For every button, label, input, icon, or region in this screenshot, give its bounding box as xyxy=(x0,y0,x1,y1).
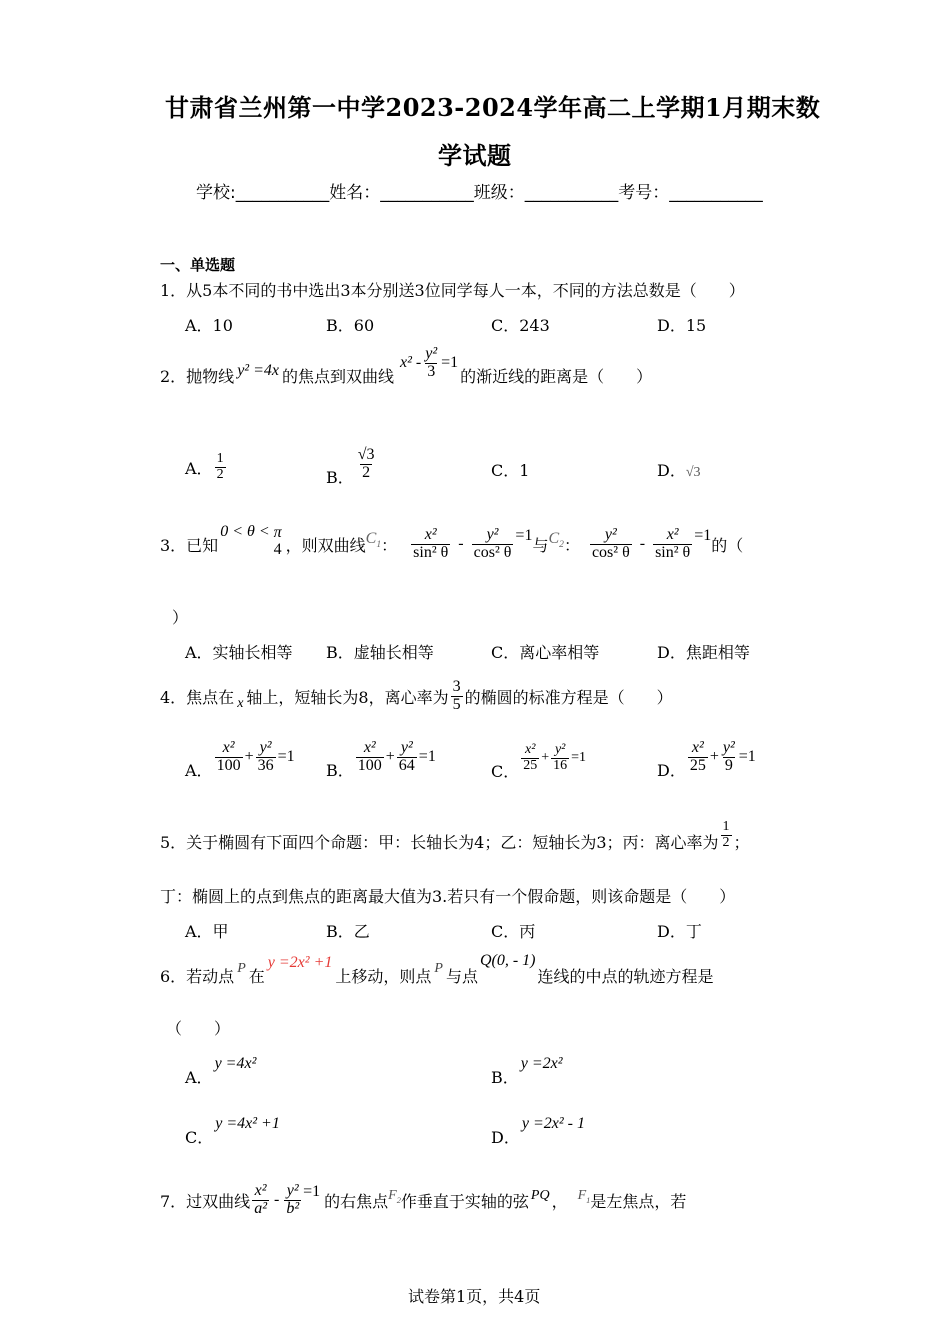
q6-c-eq: y =4x² +1 xyxy=(215,1115,280,1132)
q3-g2-num: x² xyxy=(666,525,679,543)
q5-e-den: 2 xyxy=(722,834,730,850)
q3-c1 xyxy=(366,530,381,550)
q6-prefix: 6．若动点 xyxy=(160,966,235,986)
q4-option-d xyxy=(657,734,756,780)
q3-g1-den: cos² θ xyxy=(591,543,630,561)
q4-c-frac2 xyxy=(551,743,569,773)
q4-d-rhs: =1 xyxy=(738,748,756,765)
q5-option-b: B．乙 xyxy=(326,922,370,941)
q4-b-n1: x² xyxy=(363,738,376,756)
q5-eccentricity xyxy=(721,820,732,850)
title-line-1: 甘肃省兰州第一中学2023-2024学年高二上学期1月期末数 xyxy=(165,93,821,122)
q2-a-num: 1 xyxy=(216,450,224,466)
q6-mid: 上移动，则点 xyxy=(335,966,432,986)
q7-f1-sub: 1 xyxy=(586,1195,591,1205)
q4-d-frac2 xyxy=(721,740,737,775)
q4-d-n1: x² xyxy=(691,738,704,756)
q6-curve: y =2x² +1 xyxy=(267,954,333,971)
q4-suffix: 的椭圆的标准方程是（ ） xyxy=(464,687,673,707)
q7-a-num: x² xyxy=(254,1181,267,1199)
q4-b-frac1 xyxy=(356,740,384,775)
q5-semicolon: ； xyxy=(733,832,750,852)
q3-c2-letter: C xyxy=(548,529,560,547)
q3-minus-1: - xyxy=(458,535,464,552)
q3-close-paren: ） xyxy=(172,608,189,627)
q2-option-b-fraction xyxy=(356,447,377,482)
q4-b-label: B． xyxy=(326,760,354,780)
q4-e-den: 5 xyxy=(452,695,461,713)
q7-chord-pq: PQ xyxy=(530,1188,550,1203)
q6-b-eq: y =2x² xyxy=(520,1055,563,1072)
q3-prefix: 3．已知 xyxy=(160,535,219,555)
question-6 xyxy=(160,950,714,1000)
q3-colon-2: ： xyxy=(563,535,580,555)
question-2 xyxy=(160,344,653,402)
title-line-2: 学试题 xyxy=(438,141,512,170)
q3-eq-2: =1 xyxy=(694,527,712,544)
q3-eq-1: =1 xyxy=(515,527,533,544)
q7-b-num: y² xyxy=(286,1181,299,1199)
q4-b-plus: + xyxy=(385,748,395,765)
q4-c-n1: x² xyxy=(525,741,536,757)
q3-g1-num: y² xyxy=(604,525,617,543)
q4-b-rhs: =1 xyxy=(418,748,436,765)
q3-colon-1: ： xyxy=(381,535,398,555)
q7-f2-letter: F xyxy=(388,1187,397,1203)
q6-on: 在 xyxy=(248,966,265,986)
q6-b-label: B． xyxy=(491,1068,519,1087)
q3-cond-num: π xyxy=(273,524,282,542)
q2-option-b-label: B． xyxy=(326,467,354,487)
q2-hyp-num: y² xyxy=(425,344,438,362)
q7-a-den: a² xyxy=(254,1199,267,1217)
q6-option-a xyxy=(185,1050,256,1090)
q2-option-d-label: D． xyxy=(657,461,686,480)
q2-option-b xyxy=(326,434,379,494)
q6-d-eq: y =2x² - 1 xyxy=(521,1115,585,1132)
q4-a-n2: y² xyxy=(259,738,272,756)
q4-b-n2: y² xyxy=(400,738,413,756)
q3-g1 xyxy=(590,527,632,562)
q3-and: 与 xyxy=(532,535,549,555)
q3-c1-letter: C xyxy=(365,529,377,547)
q4-a-plus: + xyxy=(244,748,254,765)
q4-b-d2: 64 xyxy=(398,756,415,774)
q7-comma: ， xyxy=(551,1191,568,1211)
q3-g2 xyxy=(653,527,692,562)
q2-parabola: y² =4x xyxy=(237,362,279,379)
q3-f1-den: sin² θ xyxy=(413,543,449,561)
question-4 xyxy=(160,672,673,720)
q4-c-plus: + xyxy=(541,750,550,765)
q5-option-d: D．丁 xyxy=(657,922,702,941)
q7-frac-b xyxy=(284,1183,301,1218)
q4-d-d2: 9 xyxy=(724,756,733,774)
q7-rhs: =1 xyxy=(303,1183,321,1200)
q7-mid: 的右焦点 xyxy=(324,1191,389,1211)
q3-option-d: D．焦距相等 xyxy=(657,643,750,662)
q3-condition-fraction xyxy=(272,525,284,559)
q3-option-a: A．实轴长相等 xyxy=(185,643,293,662)
q4-e-num: 3 xyxy=(452,677,461,695)
q3-suffix: 的（ xyxy=(711,535,744,555)
question-5-line-1 xyxy=(160,818,750,864)
q4-d-label: D． xyxy=(657,760,686,780)
q7-f1-letter: F xyxy=(577,1187,587,1203)
q4-axis: x xyxy=(237,696,244,711)
q6-option-d xyxy=(491,1110,585,1150)
q3-f1 xyxy=(411,527,450,562)
q7-prefix: 7．过双曲线 xyxy=(160,1191,251,1211)
q3-option-c: C．离心率相等 xyxy=(491,643,600,662)
q6-option-c xyxy=(185,1110,280,1150)
q6-a-eq: y =4x² xyxy=(214,1055,257,1072)
q4-mid: 轴上，短轴长为8，离心率为 xyxy=(246,687,449,707)
q2-hyp-den: 3 xyxy=(427,362,436,380)
q2-prefix: 2．抛物线 xyxy=(160,366,235,386)
student-info-line: 学校:___________姓名：___________班级：___________考号：___________ xyxy=(196,183,763,203)
q4-a-d1: 100 xyxy=(216,756,241,774)
q4-a-d2: 36 xyxy=(257,756,274,774)
q7-mid2: 作垂直于实轴的弦 xyxy=(400,1191,529,1211)
q1-option-c: C．243 xyxy=(491,316,550,335)
q4-option-b xyxy=(326,734,436,780)
q2-option-a xyxy=(185,444,228,490)
question-7 xyxy=(160,1172,686,1228)
q1-option-d: D．15 xyxy=(657,316,707,335)
q4-a-n1: x² xyxy=(222,738,235,756)
q6-point-p: P xyxy=(237,961,246,976)
q3-f2 xyxy=(472,527,514,562)
q4-a-frac1 xyxy=(215,740,243,775)
q5-option-a: A．甲 xyxy=(185,922,229,941)
q2-b-den: 2 xyxy=(362,463,371,481)
q3-mid: ，则双曲线 xyxy=(285,535,366,555)
q4-a-label: A． xyxy=(185,760,213,780)
q5-option-c: C．丙 xyxy=(491,922,536,941)
q4-c-label: C． xyxy=(491,761,520,781)
q4-c-d1: 25 xyxy=(523,757,538,773)
q4-prefix: 4．焦点在 xyxy=(160,687,235,707)
q3-g2-den: sin² θ xyxy=(655,543,691,561)
q7-suffix: 是左焦点，若 xyxy=(590,1191,687,1211)
q6-point-q: Q(0, - 1) xyxy=(479,952,536,969)
q4-option-a xyxy=(185,734,295,780)
q2-suffix: 的渐近线的距离是（ ） xyxy=(460,366,653,386)
q4-a-rhs: =1 xyxy=(277,748,295,765)
q2-hyperbola-x: x² - xyxy=(400,354,422,371)
q3-cond-den: 4 xyxy=(273,541,282,558)
q6-paren: （ ） xyxy=(166,1019,231,1038)
q4-d-n2: y² xyxy=(722,738,735,756)
q3-f2-den: cos² θ xyxy=(473,543,512,561)
q4-d-d1: 25 xyxy=(689,756,706,774)
q4-a-frac2 xyxy=(256,740,276,775)
q4-d-plus: + xyxy=(709,748,719,765)
q3-f2-num: y² xyxy=(486,525,499,543)
q2-hyp-rhs: =1 xyxy=(441,354,459,371)
q4-d-frac1 xyxy=(688,740,708,775)
q7-f1 xyxy=(578,1188,591,1205)
q4-c-frac1 xyxy=(521,743,539,773)
q3-f1-num: x² xyxy=(424,525,437,543)
q3-c2-sub: 2 xyxy=(559,539,564,551)
question-1: 1．从5本不同的书中选出3本分别送3位同学每人一本，不同的方法总数是（ ） xyxy=(160,281,745,300)
q4-b-frac2 xyxy=(397,740,417,775)
q4-option-c xyxy=(491,736,586,780)
q3-minus-2: - xyxy=(639,535,646,552)
q7-frac-a xyxy=(252,1183,269,1218)
q6-a-label: A． xyxy=(185,1068,213,1087)
question-5-line-2: 丁：椭圆上的点到焦点的距离最大值为3.若只有一个假命题，则该命题是（ ） xyxy=(160,887,736,906)
q2-a-den: 2 xyxy=(216,466,224,482)
q3-condition: 0 < θ < xyxy=(220,523,270,540)
q6-suffix: 连线的中点的轨迹方程是 xyxy=(537,966,714,986)
q2-mid: 的焦点到双曲线 xyxy=(281,366,394,386)
q3-c1-sub: 1 xyxy=(376,539,382,551)
question-3 xyxy=(160,516,743,572)
q4-b-d1: 100 xyxy=(357,756,382,774)
q6-point-p-2: P xyxy=(434,961,443,976)
q2-option-a-label: A． xyxy=(185,458,213,478)
q4-c-rhs: =1 xyxy=(571,750,587,765)
q7-b-den: b² xyxy=(286,1199,300,1217)
q2-option-a-fraction xyxy=(215,452,226,482)
q6-c-label: C． xyxy=(185,1128,214,1147)
q7-f2-sub: 2 xyxy=(396,1195,401,1205)
q6-option-b xyxy=(491,1050,563,1090)
q6-with: 与点 xyxy=(445,966,478,986)
q5-e-num: 1 xyxy=(722,818,730,834)
q6-d-label: D． xyxy=(491,1128,520,1147)
q7-f2 xyxy=(388,1188,401,1205)
q5-line1-text: 5．关于椭圆有下面四个命题：甲：长轴长为4；乙：短轴长为3；丙：离心率为 xyxy=(160,832,719,852)
section-heading: 一、单选题 xyxy=(160,256,236,274)
page-footer: 试卷第1页，共4页 xyxy=(408,1287,541,1306)
q4-c-n2: y² xyxy=(554,741,566,757)
q1-option-b: B．60 xyxy=(326,316,375,335)
q2-option-c: C．1 xyxy=(491,461,530,480)
q7-minus: - xyxy=(273,1191,280,1208)
q3-c2 xyxy=(548,530,563,550)
q4-eccentricity xyxy=(451,679,463,714)
q2-hyperbola-fraction xyxy=(423,346,439,381)
q1-option-a: A．10 xyxy=(185,316,233,335)
q2-option-d-value: √3 xyxy=(685,465,701,480)
q2-b-num: √3 xyxy=(357,445,375,463)
q3-option-b: B．虚轴长相等 xyxy=(326,643,434,662)
q4-c-d2: 16 xyxy=(553,757,568,773)
q2-option-d xyxy=(657,458,701,481)
